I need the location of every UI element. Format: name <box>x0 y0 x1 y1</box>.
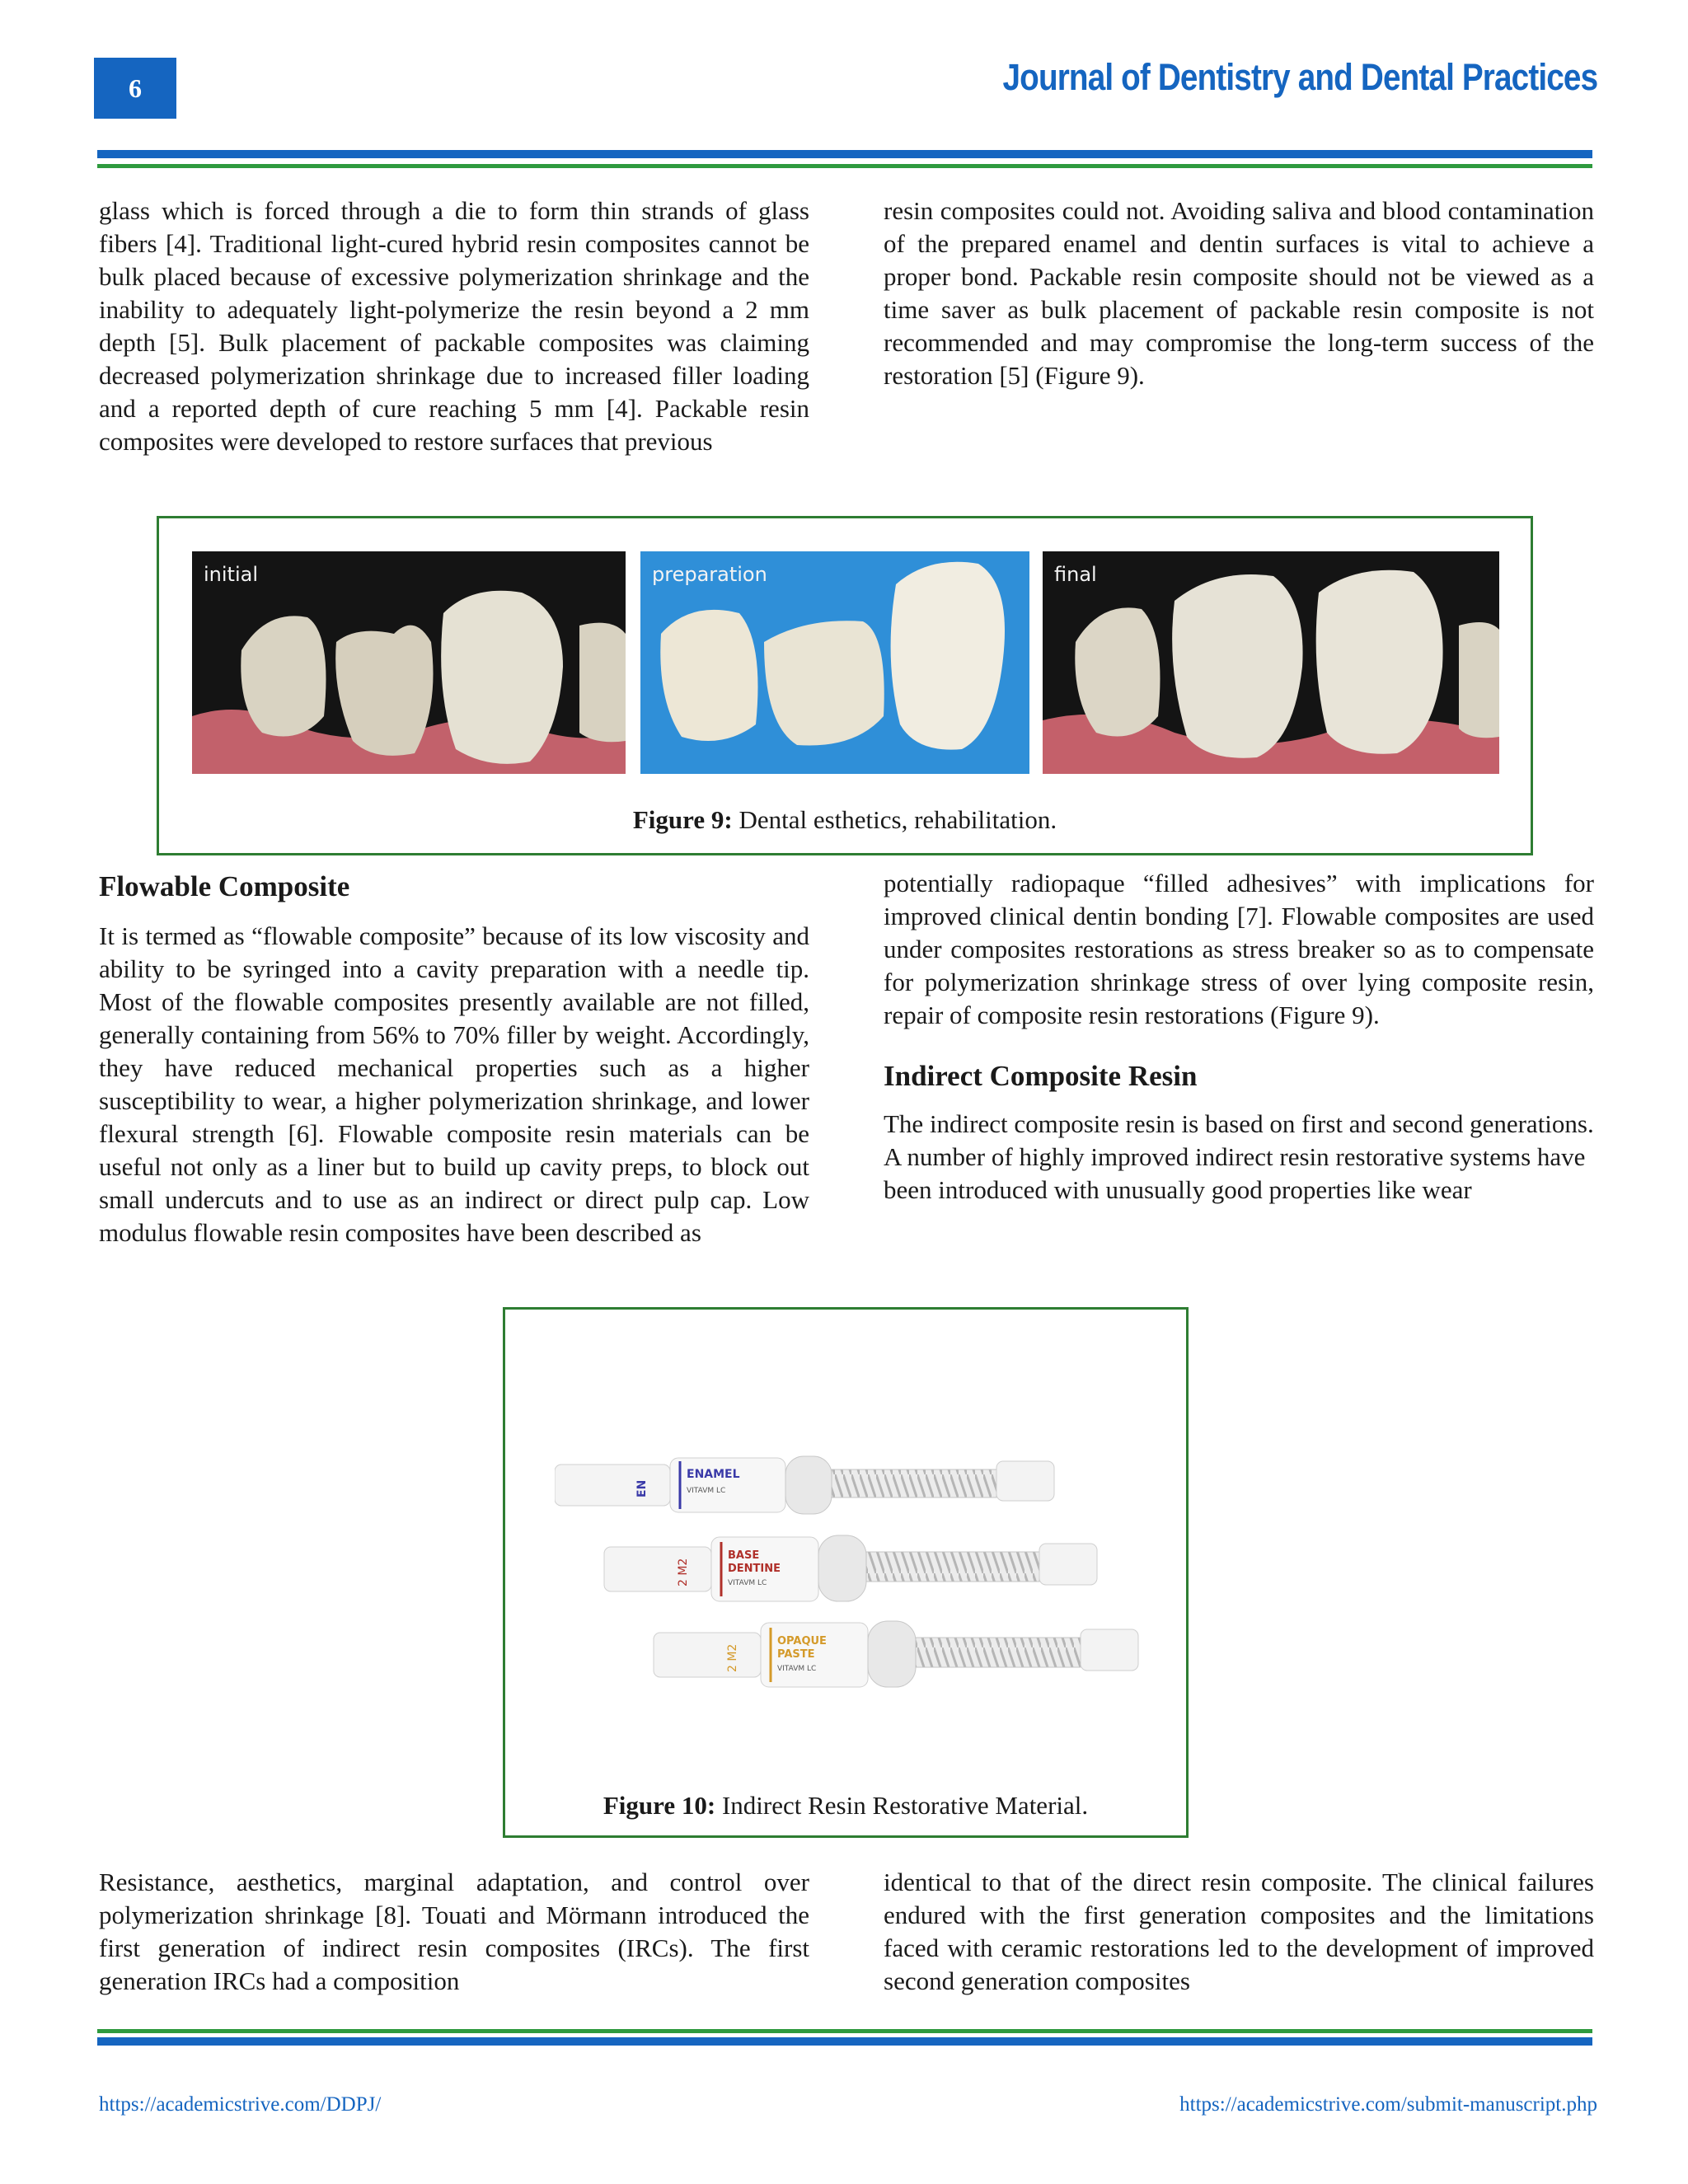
top-left-column <box>99 194 809 458</box>
figure-10 <box>503 1307 1189 1838</box>
top-right-column <box>884 194 1594 392</box>
footer-rule-green <box>97 2029 1592 2033</box>
figure-10-caption <box>505 1791 1186 1821</box>
top-right-paragraph: resin composites could not. Avoiding saliva and blood contamination of the prepared enamel and dentin surfaces is vital to achieve a proper bond. Packable resin composite should not be viewed as a time saver as bulk placement of packable resin composite is not recommended and may compromise the long-term success of the restoration [5] (Figure 9). <box>884 196 1594 390</box>
syringe-3-line1: OPAQUE <box>777 1635 827 1647</box>
flowable-left-column <box>99 870 809 1249</box>
indirect-heading: Indirect Composite Resin <box>884 1060 1198 1092</box>
figure-9-caption-label: Figure 9: <box>632 805 733 834</box>
syringe-3-line1b: PASTE <box>777 1648 815 1661</box>
syringe-enamel <box>555 1456 1054 1514</box>
flowable-left-paragraph: It is termed as “flowable composite” because of its low viscosity and ability to be syringed into a cavity preparation with a needle tip. Most of the flowable composites presently available are not filled, generally containing from 56% to 70% filler by weight. Accordingly, they have reduced mechanical properties such as a higher susceptibility to wear, a higher polymerization shrinkage, and lower flexural strength [6]. Flowable composite resin materials can be useful not only as a liner but to build up cavity preps, to block out small undercuts and to use as an indirect or direct pulp cap. Low modulus flowable resin composites have been described as <box>99 921 809 1247</box>
syringe-2-line1: BASE <box>728 1549 760 1562</box>
label-final: final <box>1054 563 1097 586</box>
figure-9-caption-text: Dental esthetics, rehabilitation. <box>732 805 1057 834</box>
figure-9-photo-preparation <box>640 551 1029 774</box>
top-left-paragraph: glass which is forced through a die to form thin strands of glass fibers [4]. Traditional light-cured hybrid resin composites cannot be bulk placed because of excessive polymerization shrinkage and the inability to adequately light-polymerize the resin beyond a 2 mm depth [5]. Bulk placement of packable composites was claiming decreased polymerization shrinkage due to increased filler loading and a reported depth of cure reaching 5 mm [4]. Packable resin composites were developed to restore surfaces that previous <box>99 196 809 456</box>
bottom-left-column <box>99 1866 809 1998</box>
figure-9-photo-final <box>1043 551 1499 774</box>
figure-9-caption <box>159 805 1531 835</box>
bottom-left-paragraph: Resistance, aesthetics, marginal adaptation, and control over polymerization shrinkage [8]. Touati and Mörmann introduced the first generation of indirect resin composites (IRCs). The first generation IRCs had a composition <box>99 1868 809 1995</box>
flowable-right-column <box>884 867 1594 1207</box>
syringe-2-side-code: 2 M2 <box>677 1558 690 1586</box>
header-rule-green <box>97 164 1592 168</box>
figure-9-photo-initial <box>192 551 626 774</box>
footer-rule-blue <box>97 2037 1592 2046</box>
syringe-1-line2: VITAVM LC <box>687 1487 726 1495</box>
label-initial: initial <box>204 563 258 586</box>
syringe-1-line1: ENAMEL <box>687 1468 740 1481</box>
label-preparation: preparation <box>652 563 767 586</box>
figure-9 <box>157 516 1533 855</box>
syringes-image <box>555 1450 1148 1746</box>
syringe-2-line2: VITAVM LC <box>728 1579 767 1587</box>
journal-title: Journal of Dentistry and Dental Practices <box>1002 56 1597 98</box>
bottom-right-paragraph: identical to that of the direct resin composite. The clinical failures endured with the first generation composites and the limitations faced with ceramic restorations led to the development of improved second generation composites <box>884 1868 1594 1995</box>
syringe-3-side-code: 2 M2 <box>726 1643 739 1672</box>
header-rule-blue <box>97 150 1592 158</box>
indirect-paragraph: The indirect composite resin is based on first and second generations. A number of highly improved indirect resin restorative systems have been introduced with unusually good properties like wear <box>884 1109 1594 1204</box>
flowable-heading: Flowable Composite <box>99 870 350 902</box>
figure-10-caption-label: Figure 10: <box>603 1791 716 1820</box>
page-number: 6 <box>94 58 176 119</box>
footer-journal-link[interactable]: https://academicstrive.com/DDPJ/ <box>99 2093 382 2116</box>
figure-10-caption-text: Indirect Resin Restorative Material. <box>715 1791 1089 1820</box>
syringe-3-line2: VITAVM LC <box>777 1665 817 1673</box>
syringe-base-dentine <box>604 1535 1097 1601</box>
syringe-1-side-code: EN <box>635 1479 649 1497</box>
bottom-right-column <box>884 1866 1594 1998</box>
flowable-right-paragraph: potentially radiopaque “filled adhesives” with implications for improved clinical dentin bonding [7]. Flowable composites are used under composites restorations as stress breaker so as to compensate for polymerization shrinkage stress of over lying composite resin, repair of composite resin restorations (Figure 9). <box>884 869 1594 1029</box>
syringe-opaque-paste <box>654 1621 1138 1687</box>
footer-submit-link[interactable]: https://academicstrive.com/submit-manuscript.php <box>1179 2093 1597 2116</box>
teeth-final-image <box>1043 551 1499 774</box>
syringe-2-line1b: DENTINE <box>728 1563 781 1575</box>
